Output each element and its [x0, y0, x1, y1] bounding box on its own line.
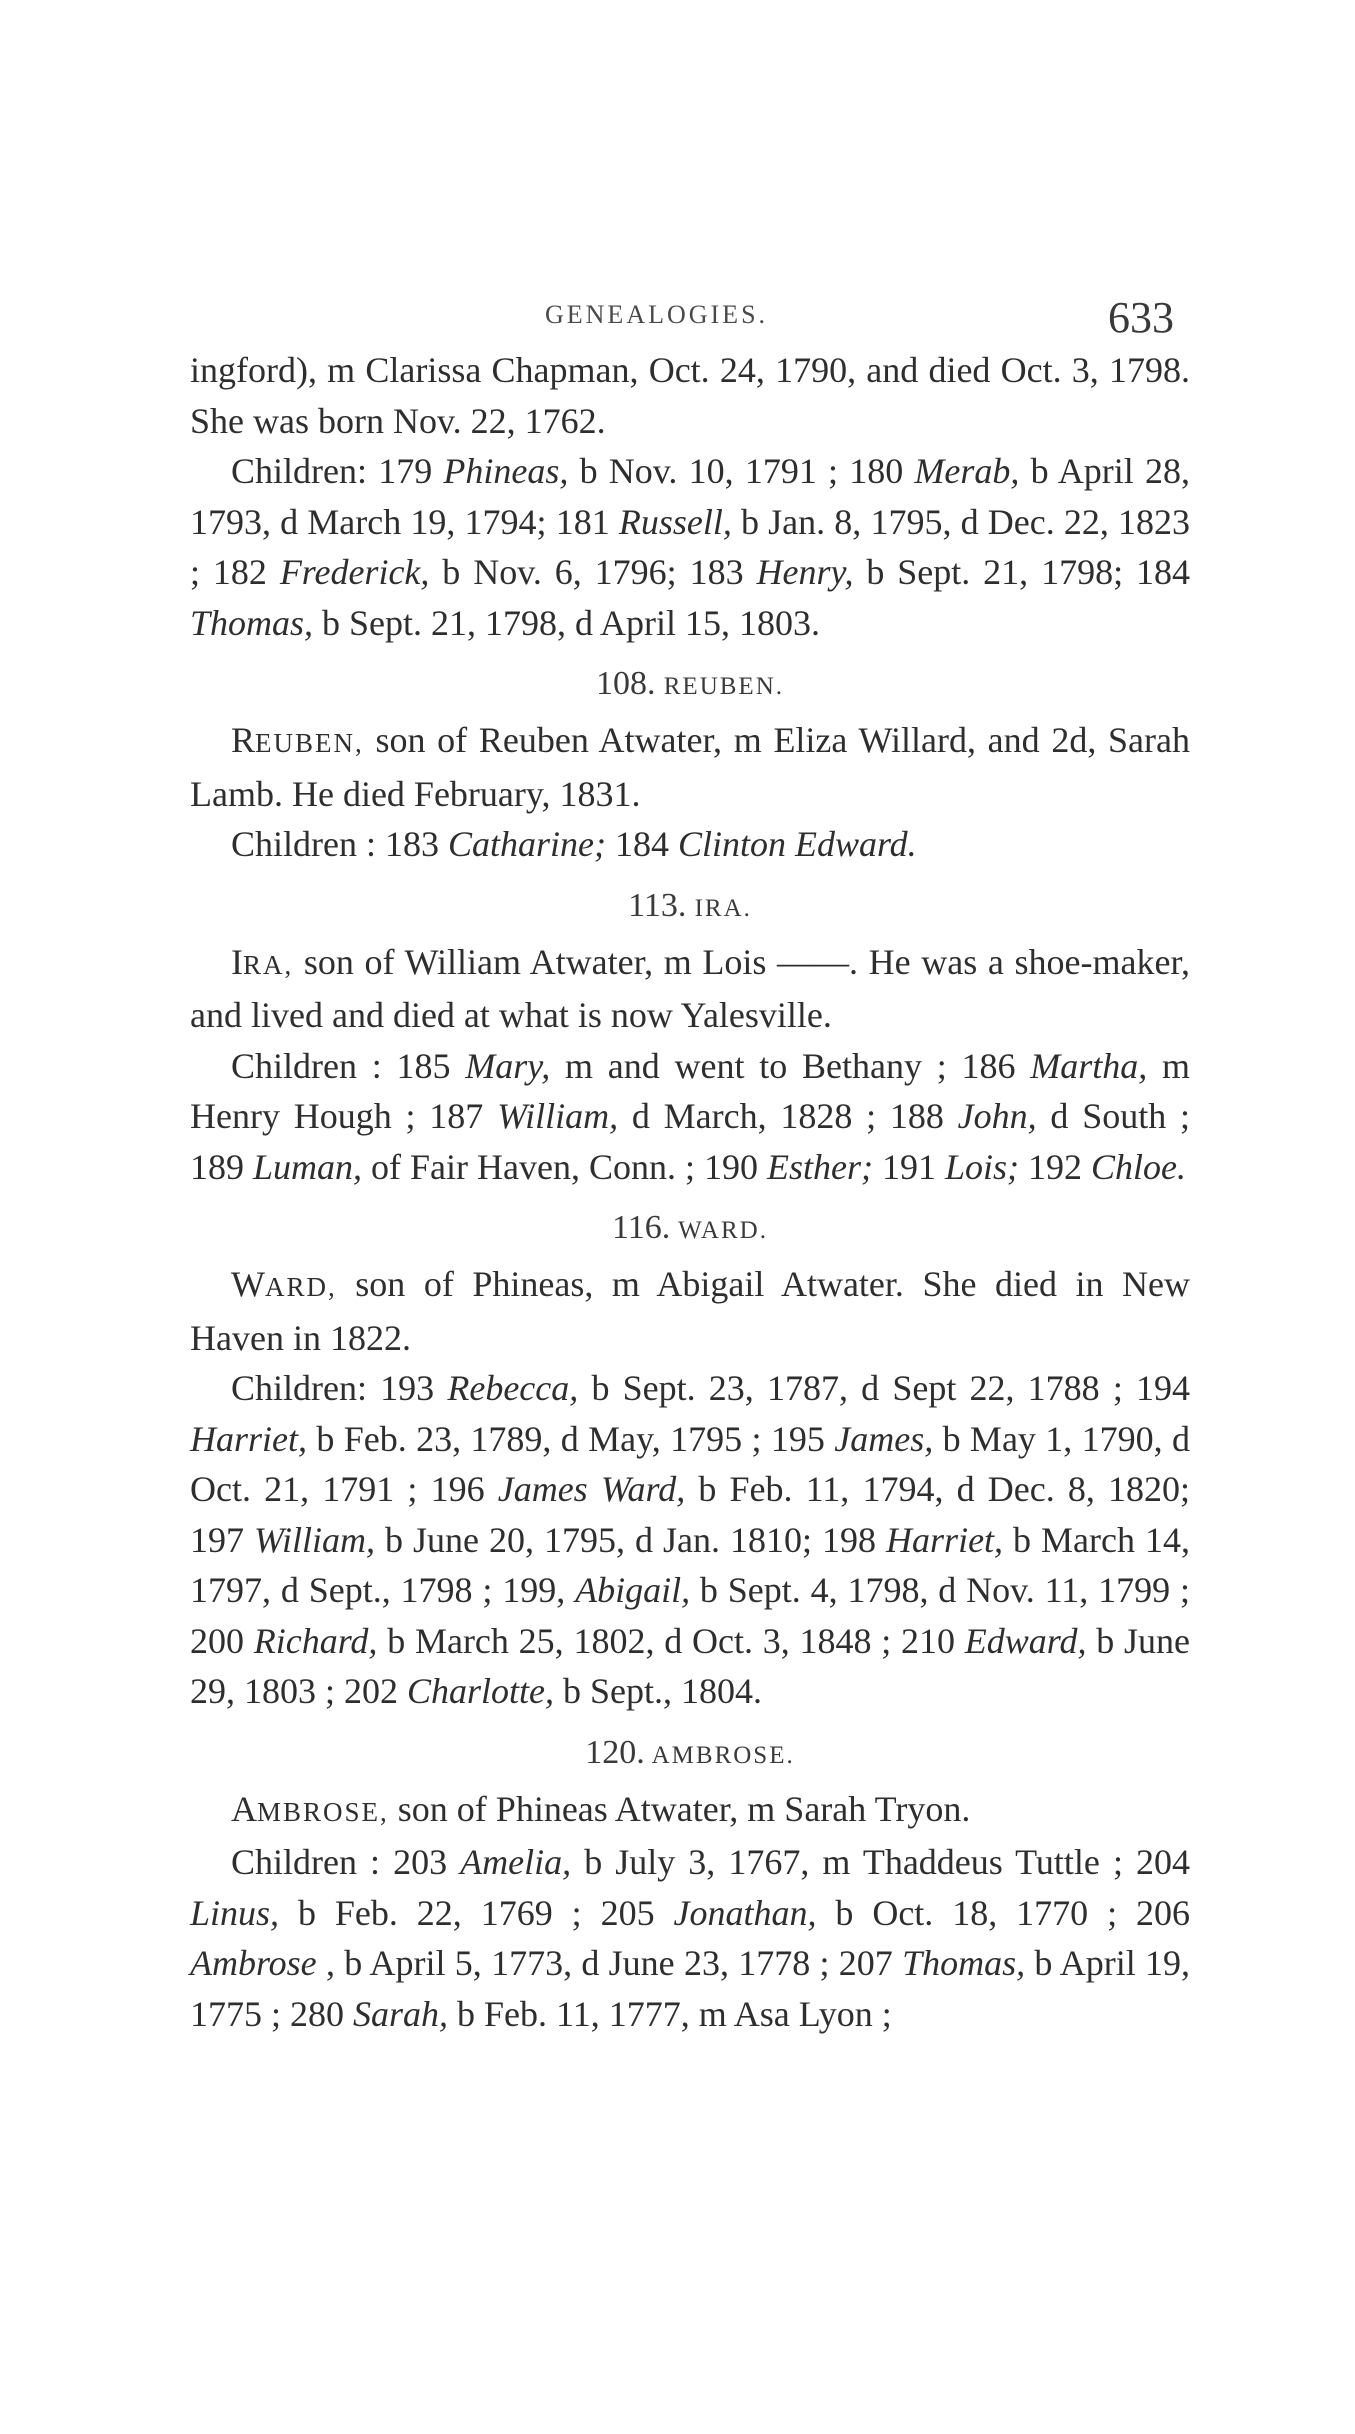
- heading-number: 120.: [585, 1733, 645, 1771]
- child-name: Martha,: [1030, 1045, 1148, 1086]
- page-number: 633: [1108, 293, 1174, 342]
- children-paragraph: [190, 1363, 1190, 1717]
- lead-capital: R: [231, 720, 256, 760]
- text-block: [190, 345, 1190, 2039]
- child-name: Clinton Edward.: [677, 824, 917, 864]
- child-name: James,: [834, 1418, 934, 1459]
- children-paragraph: [190, 446, 1190, 648]
- text-run: b March 25, 1802, d Oct. 3, 1848 ; 210: [377, 1620, 965, 1661]
- heading-number: 116.: [612, 1209, 671, 1246]
- text-run: 179: [378, 451, 444, 491]
- heading-number: 108.: [596, 665, 656, 702]
- text-run: of Fair Haven, Conn. ; 190: [362, 1146, 767, 1187]
- text-run: b Feb. 11, 1794, d Dec. 8, 1820; 197: [190, 1469, 1191, 1560]
- text-run: d March, 1828 ; 188: [618, 1096, 958, 1136]
- children-label: Children :: [231, 1045, 397, 1086]
- text-run: b Feb. 11, 1777, m Asa Lyon ;: [448, 1993, 892, 2034]
- text-run: m and went to Bethany ; 186: [550, 1045, 1031, 1086]
- child-name: Russell,: [618, 501, 732, 542]
- section-heading-ambrose: [190, 1731, 1190, 1778]
- heading-name: REUBEN.: [663, 673, 784, 700]
- continuation-paragraph: ingford), m Clarissa Chapman, Oct. 24, 1790, and died Oct. 3, 1798. She was born Nov. 22, 1762.: [190, 350, 1190, 441]
- children-label: Children:: [231, 451, 379, 491]
- child-name: Esther;: [766, 1146, 873, 1187]
- heading-name: IRA.: [694, 894, 752, 922]
- child-name: Amelia,: [460, 1842, 572, 1882]
- text-run: b March 14, 1797, d Sept., 1798 ; 199,: [190, 1519, 1191, 1610]
- text-run: b Sept. 21, 1798; 184: [853, 552, 1190, 592]
- child-name: Harriet,: [886, 1519, 1004, 1560]
- lead-small-caps: ARD,: [264, 1272, 337, 1302]
- text-run: b June 29, 1803 ; 202: [190, 1620, 1190, 1711]
- text-run: d South ; 189: [190, 1096, 1190, 1187]
- text-run: 192: [1019, 1146, 1091, 1187]
- lead-small-caps: MBROSE,: [257, 1796, 389, 1827]
- child-name: Edward,: [964, 1620, 1087, 1661]
- child-name: Lois;: [944, 1146, 1019, 1187]
- text-run: , b April 5, 1773, d June 23, 1778 ; 207: [316, 1943, 903, 1983]
- child-name: Charlotte,: [407, 1671, 555, 1711]
- entry-text: son of Phineas, m Abigail Atwater. She died in New Haven in 1822.: [190, 1264, 1190, 1358]
- child-name: Henry,: [756, 552, 854, 592]
- children-paragraph: [190, 819, 1190, 870]
- text-run: m Henry Hough ; 187: [190, 1045, 1191, 1136]
- heading-number: 113.: [628, 886, 687, 924]
- text-run: b April 19, 1775 ; 280: [190, 1943, 1190, 2034]
- text-run: b Jan. 8, 1795, d Dec. 22, 1823 ; 182: [190, 501, 1190, 592]
- text-run: b Sept. 4, 1798, d Nov. 11, 1799 ; 200: [190, 1570, 1190, 1661]
- text-run: 185: [396, 1045, 466, 1086]
- entry-text: son of Reuben Atwater, m Eliza Willard, and 2d, Sarah Lamb. He died February, 1831.: [190, 720, 1190, 814]
- text-run: b May 1, 1790, d Oct. 21, 1791 ; 196: [190, 1418, 1190, 1509]
- child-name: Phineas,: [443, 451, 569, 491]
- child-name: Thomas,: [902, 1943, 1026, 1983]
- section-heading-ward: [190, 1206, 1190, 1253]
- text-run: 184: [605, 824, 678, 864]
- child-name: Rebecca,: [447, 1368, 579, 1408]
- text-run: b Feb. 22, 1769 ; 205: [279, 1892, 674, 1933]
- lead-capital: A: [231, 1788, 257, 1829]
- section-heading-reuben: [190, 662, 1190, 709]
- entry-paragraph: [190, 1259, 1190, 1363]
- text-run: 183: [384, 824, 448, 864]
- text-run: b April 28, 1793, d March 19, 1794; 181: [190, 451, 1191, 542]
- lead-small-caps: EUBEN,: [255, 728, 364, 758]
- child-name: Richard,: [253, 1620, 378, 1661]
- entry-paragraph: [190, 1784, 1190, 1838]
- children-label: Children :: [231, 1842, 394, 1882]
- lead-small-caps: RA,: [243, 949, 294, 980]
- entry-paragraph: [190, 715, 1190, 819]
- child-name: Ambrose: [190, 1943, 317, 1983]
- lead-capital: I: [231, 941, 243, 982]
- child-name: Sarah,: [353, 1993, 449, 2034]
- children-paragraph: [190, 1041, 1190, 1193]
- entry-text: son of William Atwater, m Lois ——. He was a shoe-maker, and lived and died at what is now Yalesville.: [190, 941, 1190, 1035]
- text-run: 191: [872, 1146, 945, 1187]
- text-run: b Feb. 23, 1789, d May, 1795 ; 195: [307, 1418, 835, 1459]
- text-run: b July 3, 1767, m Thaddeus Tuttle ; 204: [571, 1842, 1191, 1882]
- section-heading-ira: [190, 884, 1190, 931]
- child-name: James Ward,: [497, 1469, 686, 1509]
- child-name: Harriet,: [190, 1418, 307, 1459]
- children-label: Children:: [231, 1368, 381, 1408]
- lead-capital: W: [231, 1264, 265, 1304]
- text-run: b June 20, 1795, d Jan. 1810; 198: [375, 1519, 887, 1560]
- child-name: Catharine;: [447, 824, 606, 864]
- text-run: b Sept., 1804.: [554, 1671, 763, 1711]
- text-run: b Sept. 23, 1787, d Sept 22, 1788 ; 194: [578, 1368, 1191, 1408]
- child-name: William,: [497, 1096, 619, 1136]
- text-run: b Oct. 18, 1770 ; 206: [816, 1892, 1190, 1933]
- running-title: GENEALOGIES.: [545, 300, 769, 329]
- child-name: Mary,: [465, 1045, 551, 1086]
- text-run: 193: [380, 1368, 448, 1408]
- child-name: William,: [254, 1519, 376, 1560]
- text-run: 203: [393, 1842, 461, 1882]
- text-run: b Nov. 6, 1796; 183: [429, 552, 757, 592]
- text-run: b Sept. 21, 1798, d April 15, 1803.: [313, 602, 821, 643]
- entry-text: son of Phineas Atwater, m Sarah Tryon.: [388, 1788, 971, 1829]
- text-run: b Nov. 10, 1791 ; 180: [568, 451, 915, 491]
- child-name: Luman,: [253, 1146, 363, 1187]
- children-label: Children :: [231, 824, 385, 864]
- running-head: [0, 292, 1355, 342]
- heading-name: WARD.: [678, 1217, 768, 1244]
- child-name: Chloe.: [1091, 1146, 1186, 1187]
- children-paragraph: [190, 1837, 1190, 2039]
- heading-name: AMBROSE.: [651, 1741, 795, 1769]
- child-name: Frederick,: [279, 552, 430, 592]
- child-name: Merab,: [914, 451, 1020, 491]
- entry-paragraph: [190, 937, 1190, 1041]
- child-name: Jonathan,: [673, 1892, 817, 1933]
- child-name: Abigail,: [575, 1570, 691, 1610]
- child-name: John,: [957, 1096, 1037, 1136]
- child-name: Linus,: [190, 1892, 280, 1933]
- child-name: Thomas,: [190, 602, 314, 643]
